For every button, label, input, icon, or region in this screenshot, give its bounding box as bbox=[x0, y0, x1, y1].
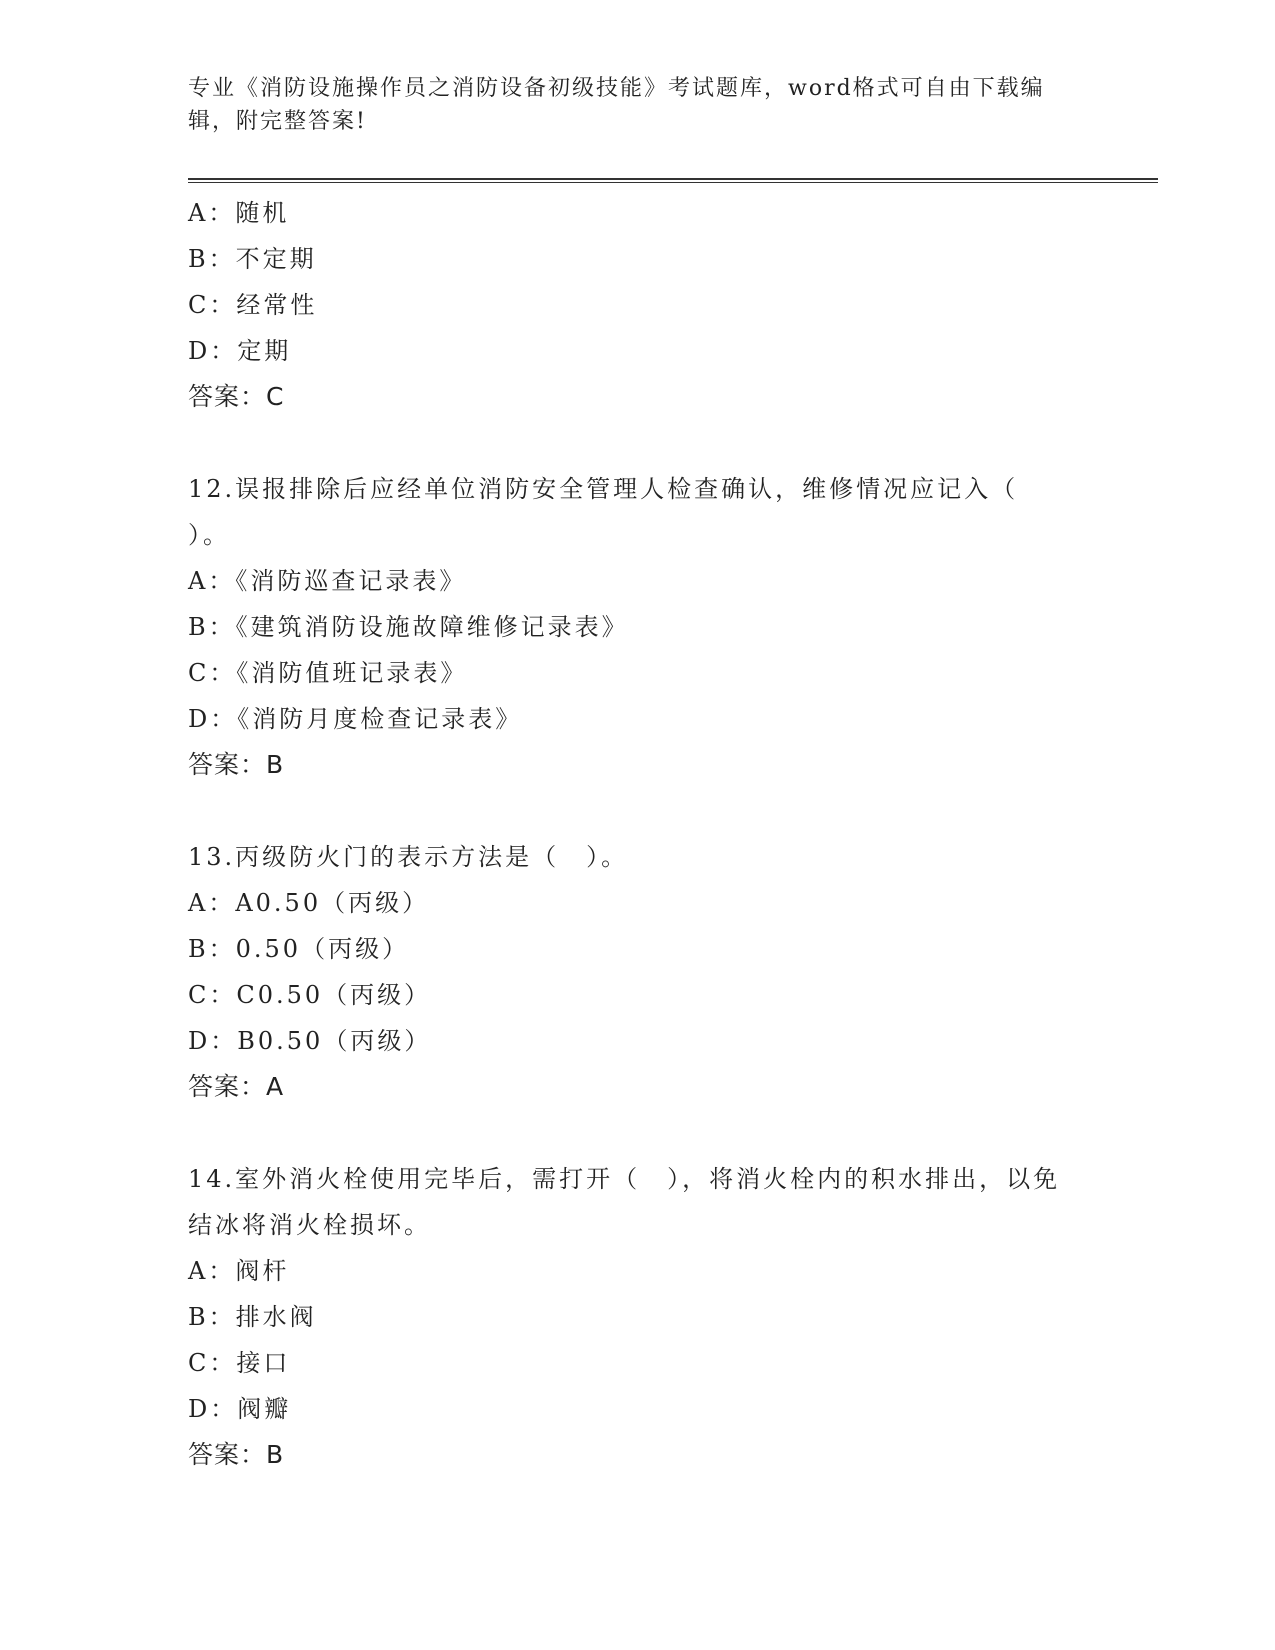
question-title: 12.误报排除后应经单位消防安全管理人检查确认，维修情况应记入（ ）。 bbox=[188, 475, 1019, 549]
option-a: A：《消防巡查记录表》 bbox=[188, 567, 467, 595]
option-d: D：阀瓣 bbox=[188, 1395, 292, 1423]
question-list bbox=[188, 190, 1088, 1478]
option-d: D：定期 bbox=[188, 337, 292, 365]
option-a: A：A0.50（丙级） bbox=[188, 889, 430, 917]
option-c: C：经常性 bbox=[188, 291, 318, 319]
option-b: B：不定期 bbox=[188, 245, 317, 273]
option-c: C：C0.50（丙级） bbox=[188, 981, 432, 1009]
option-b: B：《建筑消防设施故障维修记录表》 bbox=[188, 613, 629, 641]
option-a: A：阀杆 bbox=[188, 1257, 290, 1285]
option-a: A：随机 bbox=[188, 199, 290, 227]
option-c: C：《消防值班记录表》 bbox=[188, 659, 468, 687]
option-d: D：B0.50（丙级） bbox=[188, 1027, 432, 1055]
answer-line: 答案：B bbox=[188, 750, 285, 779]
document-header: 专业《消防设施操作员之消防设备初级技能》考试题库，word格式可自由下载编辑，附完整答案! bbox=[188, 76, 1045, 134]
option-b: B：0.50（丙级） bbox=[188, 935, 410, 963]
question-12 bbox=[188, 466, 1088, 788]
spacer bbox=[188, 788, 1088, 834]
answer-line: 答案：C bbox=[188, 382, 285, 411]
header-divider-thin bbox=[188, 182, 1158, 183]
question-14 bbox=[188, 1156, 1088, 1478]
question-title: 14.室外消火栓使用完毕后，需打开（ ），将消火栓内的积水排出，以免结冰将消火栓损坏。 bbox=[188, 1165, 1061, 1239]
question-13 bbox=[188, 834, 1088, 1110]
spacer bbox=[188, 1110, 1088, 1156]
question-title: 13.丙级防火门的表示方法是（ ）。 bbox=[188, 843, 629, 871]
answer-line: 答案：B bbox=[188, 1440, 285, 1469]
option-b: B：排水阀 bbox=[188, 1303, 317, 1331]
option-d: D：《消防月度检查记录表》 bbox=[188, 705, 523, 733]
question-11 bbox=[188, 190, 1088, 420]
header-divider-thick bbox=[188, 178, 1158, 180]
spacer bbox=[188, 420, 1088, 466]
option-c: C：接口 bbox=[188, 1349, 291, 1377]
answer-line: 答案：A bbox=[188, 1072, 285, 1101]
